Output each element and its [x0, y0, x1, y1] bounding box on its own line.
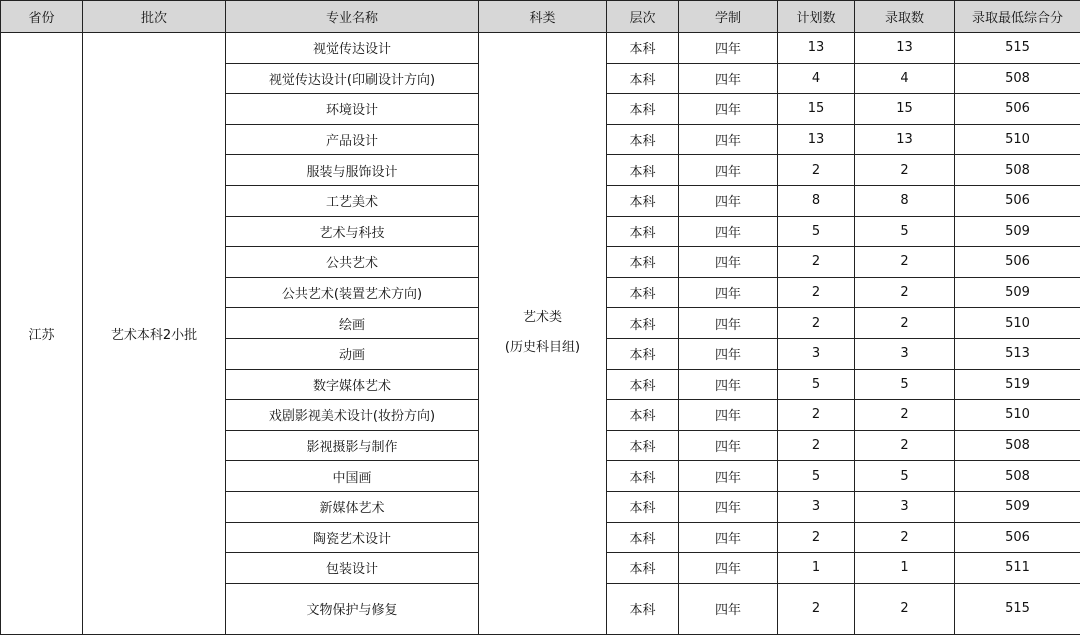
header-row: [1, 1, 1080, 33]
level-cell: 本科: [607, 216, 679, 247]
header-level: 层次: [607, 1, 679, 33]
plan-count-cell: 2: [778, 430, 855, 461]
major-cell: 包装设计: [226, 553, 479, 584]
duration-cell: 四年: [679, 461, 778, 492]
min-score-cell: 510: [955, 400, 1080, 431]
duration-cell: 四年: [679, 155, 778, 186]
duration-cell: 四年: [679, 124, 778, 155]
admitted-count-cell: 2: [855, 308, 955, 339]
plan-count-cell: 2: [778, 155, 855, 186]
header-major: 专业名称: [226, 1, 479, 33]
min-score-cell: 508: [955, 155, 1080, 186]
plan-count-cell: 13: [778, 124, 855, 155]
category-name: 艺术类: [522, 310, 562, 326]
plan-count-cell: 3: [778, 338, 855, 369]
major-cell: 公共艺术(装置艺术方向): [226, 277, 479, 308]
major-cell: 产品设计: [226, 124, 479, 155]
level-cell: 本科: [607, 461, 679, 492]
min-score-cell: 510: [955, 308, 1080, 339]
admitted-count-cell: 2: [855, 247, 955, 278]
admitted-count-cell: 15: [855, 94, 955, 125]
duration-cell: 四年: [679, 338, 778, 369]
duration-cell: 四年: [679, 553, 778, 584]
plan-count-cell: 2: [778, 277, 855, 308]
admitted-count-cell: 3: [855, 338, 955, 369]
plan-count-cell: 2: [778, 247, 855, 278]
level-cell: 本科: [607, 522, 679, 553]
min-score-cell: 508: [955, 461, 1080, 492]
major-cell: 服装与服饰设计: [226, 155, 479, 186]
duration-cell: 四年: [679, 63, 778, 94]
duration-cell: 四年: [679, 94, 778, 125]
header-min-score: 录取最低综合分: [955, 1, 1080, 33]
admitted-count-cell: 2: [855, 277, 955, 308]
plan-count-cell: 2: [778, 400, 855, 431]
table-row: [1, 33, 1080, 64]
min-score-cell: 506: [955, 185, 1080, 216]
duration-cell: 四年: [679, 185, 778, 216]
major-cell: 绘画: [226, 308, 479, 339]
duration-cell: 四年: [679, 522, 778, 553]
min-score-cell: 509: [955, 491, 1080, 522]
admitted-count-cell: 5: [855, 216, 955, 247]
plan-count-cell: 5: [778, 216, 855, 247]
min-score-cell: 515: [955, 583, 1080, 634]
province-cell: 江苏: [1, 33, 83, 635]
level-cell: 本科: [607, 491, 679, 522]
plan-count-cell: 13: [778, 33, 855, 64]
min-score-cell: 508: [955, 430, 1080, 461]
major-cell: 视觉传达设计(印刷设计方向): [226, 63, 479, 94]
major-cell: 影视摄影与制作: [226, 430, 479, 461]
admitted-count-cell: 13: [855, 124, 955, 155]
min-score-cell: 511: [955, 553, 1080, 584]
level-cell: 本科: [607, 94, 679, 125]
plan-count-cell: 5: [778, 461, 855, 492]
duration-cell: 四年: [679, 400, 778, 431]
admitted-count-cell: 5: [855, 461, 955, 492]
plan-count-cell: 2: [778, 583, 855, 634]
min-score-cell: 513: [955, 338, 1080, 369]
major-cell: 戏剧影视美术设计(妆扮方向): [226, 400, 479, 431]
level-cell: 本科: [607, 338, 679, 369]
admitted-count-cell: 1: [855, 553, 955, 584]
admitted-count-cell: 2: [855, 400, 955, 431]
duration-cell: 四年: [679, 369, 778, 400]
major-cell: 中国画: [226, 461, 479, 492]
min-score-cell: 509: [955, 216, 1080, 247]
major-cell: 艺术与科技: [226, 216, 479, 247]
admitted-count-cell: 2: [855, 522, 955, 553]
duration-cell: 四年: [679, 277, 778, 308]
batch-cell: 艺术本科2小批: [83, 33, 226, 635]
level-cell: 本科: [607, 33, 679, 64]
plan-count-cell: 3: [778, 491, 855, 522]
level-cell: 本科: [607, 155, 679, 186]
admitted-count-cell: 13: [855, 33, 955, 64]
duration-cell: 四年: [679, 216, 778, 247]
header-plan-count: 计划数: [778, 1, 855, 33]
major-cell: 工艺美术: [226, 185, 479, 216]
duration-cell: 四年: [679, 247, 778, 278]
duration-cell: 四年: [679, 33, 778, 64]
level-cell: 本科: [607, 124, 679, 155]
major-cell: 视觉传达设计: [226, 33, 479, 64]
major-cell: 环境设计: [226, 94, 479, 125]
level-cell: 本科: [607, 369, 679, 400]
admitted-count-cell: 8: [855, 185, 955, 216]
min-score-cell: 519: [955, 369, 1080, 400]
min-score-cell: 508: [955, 63, 1080, 94]
min-score-cell: 506: [955, 522, 1080, 553]
major-cell: 文物保护与修复: [226, 583, 479, 634]
duration-cell: 四年: [679, 308, 778, 339]
table-body: [1, 33, 1080, 635]
level-cell: 本科: [607, 277, 679, 308]
header-batch: 批次: [83, 1, 226, 33]
plan-count-cell: 2: [778, 522, 855, 553]
admitted-count-cell: 2: [855, 430, 955, 461]
header-province: 省份: [1, 1, 83, 33]
admitted-count-cell: 2: [855, 155, 955, 186]
duration-cell: 四年: [679, 430, 778, 461]
admitted-count-cell: 2: [855, 583, 955, 634]
major-cell: 新媒体艺术: [226, 491, 479, 522]
min-score-cell: 510: [955, 124, 1080, 155]
level-cell: 本科: [607, 63, 679, 94]
admitted-count-cell: 5: [855, 369, 955, 400]
admitted-count-cell: 4: [855, 63, 955, 94]
min-score-cell: 509: [955, 277, 1080, 308]
major-cell: 数字媒体艺术: [226, 369, 479, 400]
level-cell: 本科: [607, 400, 679, 431]
major-cell: 公共艺术: [226, 247, 479, 278]
plan-count-cell: 5: [778, 369, 855, 400]
admitted-count-cell: 3: [855, 491, 955, 522]
min-score-cell: 506: [955, 94, 1080, 125]
plan-count-cell: 1: [778, 553, 855, 584]
header-category: 科类: [479, 1, 607, 33]
level-cell: 本科: [607, 553, 679, 584]
level-cell: 本科: [607, 583, 679, 634]
min-score-cell: 506: [955, 247, 1080, 278]
duration-cell: 四年: [679, 583, 778, 634]
min-score-cell: 515: [955, 33, 1080, 64]
duration-cell: 四年: [679, 491, 778, 522]
major-cell: 陶瓷艺术设计: [226, 522, 479, 553]
plan-count-cell: 15: [778, 94, 855, 125]
major-cell: 动画: [226, 338, 479, 369]
category-subject-group: (历史科目组): [504, 340, 581, 356]
header-duration: 学制: [679, 1, 778, 33]
plan-count-cell: 2: [778, 308, 855, 339]
level-cell: 本科: [607, 430, 679, 461]
level-cell: 本科: [607, 185, 679, 216]
plan-count-cell: 4: [778, 63, 855, 94]
header-admitted-count: 录取数: [855, 1, 955, 33]
level-cell: 本科: [607, 247, 679, 278]
plan-count-cell: 8: [778, 185, 855, 216]
level-cell: 本科: [607, 308, 679, 339]
category-cell: [479, 33, 607, 635]
